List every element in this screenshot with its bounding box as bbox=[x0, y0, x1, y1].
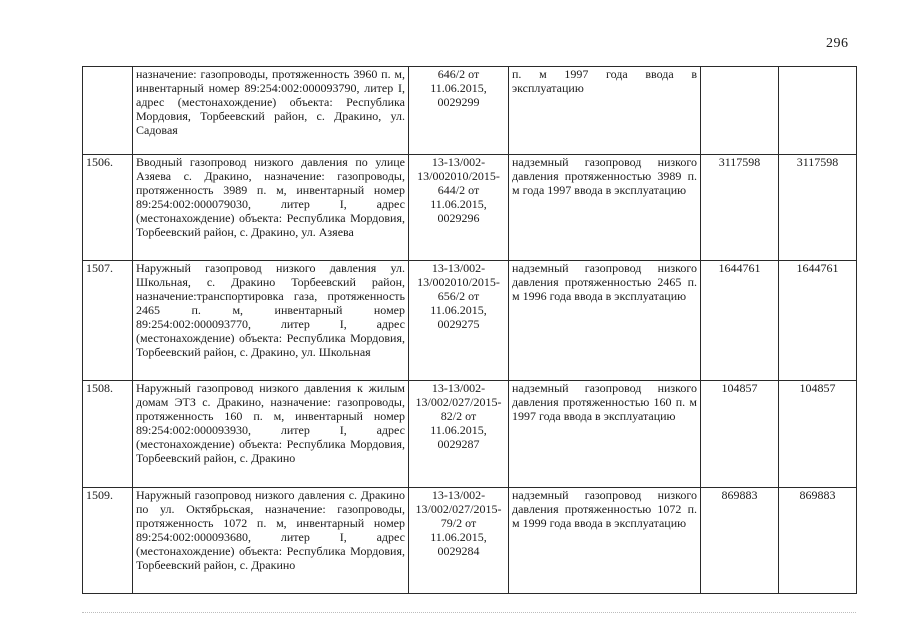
registration-record: 13-13/002-13/002010/2015-644/2 от 11.06.2015, 0029296 bbox=[409, 155, 509, 261]
registration-record: 13-13/002-13/002010/2015-656/2 от 11.06.2015, 0029275 bbox=[409, 261, 509, 381]
residual-value: 104857 bbox=[779, 381, 857, 488]
residual-value: 3117598 bbox=[779, 155, 857, 261]
page-number: 296 bbox=[826, 36, 849, 51]
table-row bbox=[83, 488, 857, 594]
residual-value: 869883 bbox=[779, 488, 857, 594]
book-value: 869883 bbox=[701, 488, 779, 594]
property-registry-table bbox=[82, 66, 857, 594]
row-number: 1509. bbox=[83, 488, 133, 594]
object-characteristics: надземный газопровод низкого давления протяженностью 1072 п. м 1999 года ввода в эксплуатацию bbox=[509, 488, 701, 594]
row-number bbox=[83, 67, 133, 155]
book-value: 3117598 bbox=[701, 155, 779, 261]
book-value: 104857 bbox=[701, 381, 779, 488]
object-characteristics: надземный газопровод низкого давления протяженностью 2465 п. м 1996 года ввода в эксплуатацию bbox=[509, 261, 701, 381]
registration-record: 646/2 от 11.06.2015, 0029299 bbox=[409, 67, 509, 155]
book-value bbox=[701, 67, 779, 155]
object-description: назначение: газопроводы, протяженность 3960 п. м, инвентарный номер 89:254:002:000093790, литер I, адрес (местонахождение) объекта: Республика Мордовия, Торбеевский район, с. Дракино, ул. Садовая bbox=[133, 67, 409, 155]
object-description: Наружный газопровод низкого давления ул. Школьная, с. Дракино Торбеевский район, назначение:транспортировка газа, протяженность 2465 п. м, инвентарный номер 89:254:002:000093770, литер I, адрес (местонахождение) объекта: Республика Мордовия, Торбеевский район, с. Дракино, ул. Школьная bbox=[133, 261, 409, 381]
bottom-divider bbox=[82, 612, 856, 613]
object-characteristics: п. м 1997 года ввода в эксплуатацию bbox=[509, 67, 701, 155]
table-row bbox=[83, 155, 857, 261]
residual-value bbox=[779, 67, 857, 155]
residual-value: 1644761 bbox=[779, 261, 857, 381]
registration-record: 13-13/002-13/002/027/2015-79/2 от 11.06.2015, 0029284 bbox=[409, 488, 509, 594]
row-number: 1506. bbox=[83, 155, 133, 261]
row-number: 1507. bbox=[83, 261, 133, 381]
book-value: 1644761 bbox=[701, 261, 779, 381]
object-description: Наружный газопровод низкого давления к жилым домам ЭТЗ с. Дракино, назначение: газопроводы, протяженность 160 п. м, инвентарный номер 89:254:002:000093930, литер I, адрес (местонахождение) объекта: Республика Мордовия, Торбеевский район, с. Дракино bbox=[133, 381, 409, 488]
table-row bbox=[83, 261, 857, 381]
object-description: Вводный газопровод низкого давления по улице Азяева с. Дракино, назначение: газопроводы, протяженность 3989 п. м, инвентарный номер 89:254:002:000079030, литер I, адрес (местонахождение) объекта: Республика Мордовия, Торбеевский район, с. Дракино, ул. Азяева bbox=[133, 155, 409, 261]
table-row bbox=[83, 381, 857, 488]
object-description: Наружный газопровод низкого давления с. Дракино по ул. Октябрьская, назначение: газопроводы, протяженность 1072 п. м, инвентарный номер 89:254:002:000093680, литер I, адрес (местонахождение) объекта: Республика Мордовия, Торбеевский район, с. Дракино bbox=[133, 488, 409, 594]
table-row bbox=[83, 67, 857, 155]
registration-record: 13-13/002-13/002/027/2015-82/2 от 11.06.2015, 0029287 bbox=[409, 381, 509, 488]
object-characteristics: надземный газопровод низкого давления протяженностью 3989 п. м года 1997 ввода в эксплуатацию bbox=[509, 155, 701, 261]
object-characteristics: надземный газопровод низкого давления протяженностью 160 п. м 1997 года ввода в эксплуатацию bbox=[509, 381, 701, 488]
row-number: 1508. bbox=[83, 381, 133, 488]
